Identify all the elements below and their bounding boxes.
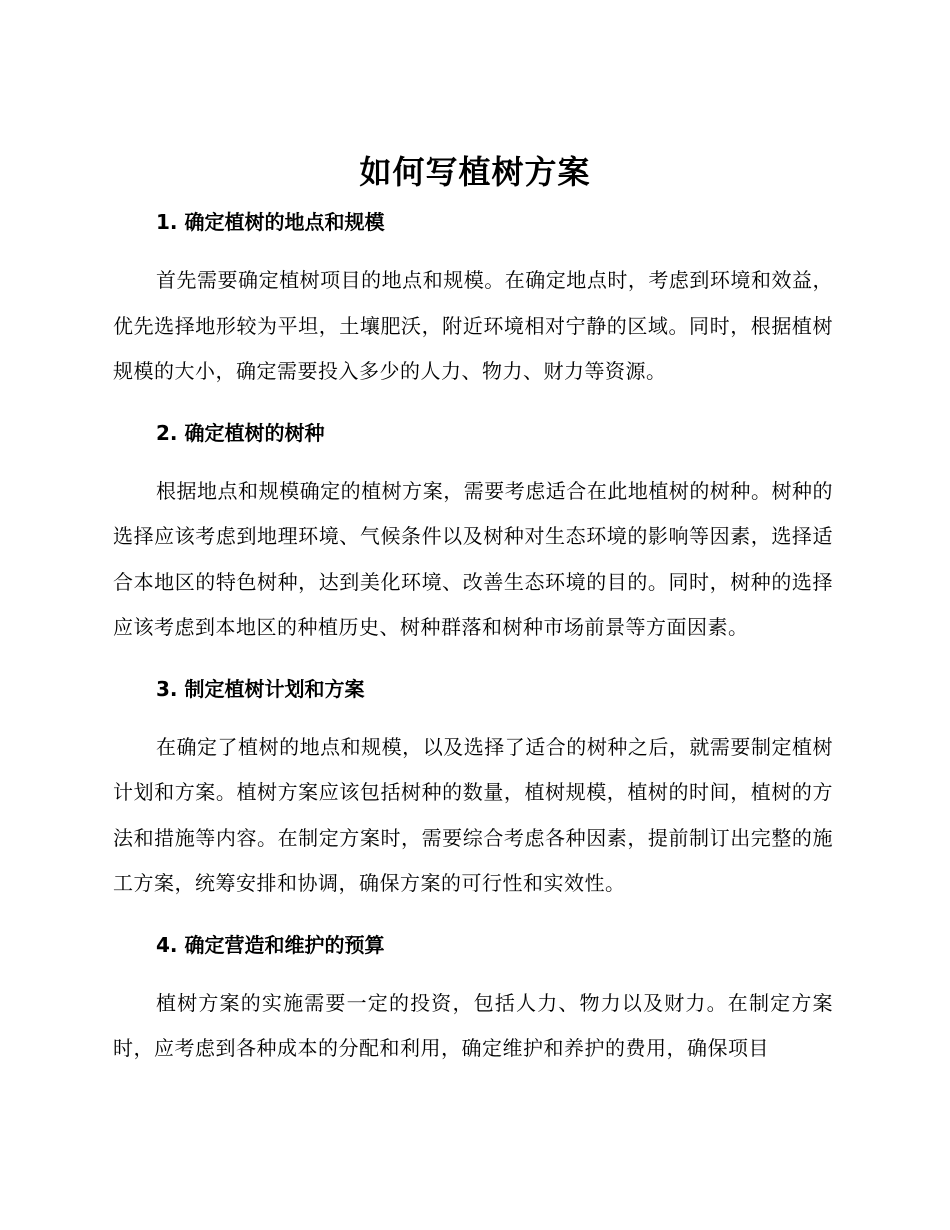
section-paragraph-1: 首先需要确定植树项目的地点和规模。在确定地点时，考虑到环境和效益，优先选择地形较为平坦，土壤肥沃，附近环境相对宁静的区域。同时，根据植树规模的大小，确定需要投入多少的人力、物力、财力等资源。 <box>113 268 833 383</box>
section-heading-2: 2. 确定植树的树种 <box>156 420 325 445</box>
section-paragraph-4: 植树方案的实施需要一定的投资，包括人力、物力以及财力。在制定方案时，应考虑到各种成本的分配和利用，确定维护和养护的费用，确保项目 <box>113 990 833 1060</box>
document-body <box>113 200 833 1088</box>
document-title: 如何写植树方案 <box>359 153 591 191</box>
section-paragraph-3: 在确定了植树的地点和规模，以及选择了适合的树种之后，就需要制定植树计划和方案。植树方案应该包括树种的数量，植树规模，植树的时间，植树的方法和措施等内容。在制定方案时，需要综合考虑各种因素，提前制订出完整的施工方案，统筹安排和协调，确保方案的可行性和实效性。 <box>113 734 833 895</box>
section-heading-4: 4. 确定营造和维护的预算 <box>156 932 385 957</box>
section-heading-3: 3. 制定植树计划和方案 <box>156 676 365 701</box>
section-heading-1: 1. 确定植树的地点和规模 <box>156 210 385 234</box>
section-paragraph-2: 根据地点和规模确定的植树方案，需要考虑适合在此地植树的树种。树种的选择应该考虑到地理环境、气候条件以及树种对生态环境的影响等因素，选择适合本地区的特色树种，达到美化环境、改善生态环境的目的。同时，树种的选择应该考虑到本地区的种植历史、树种群落和树种市场前景等方面因素。 <box>113 478 833 639</box>
